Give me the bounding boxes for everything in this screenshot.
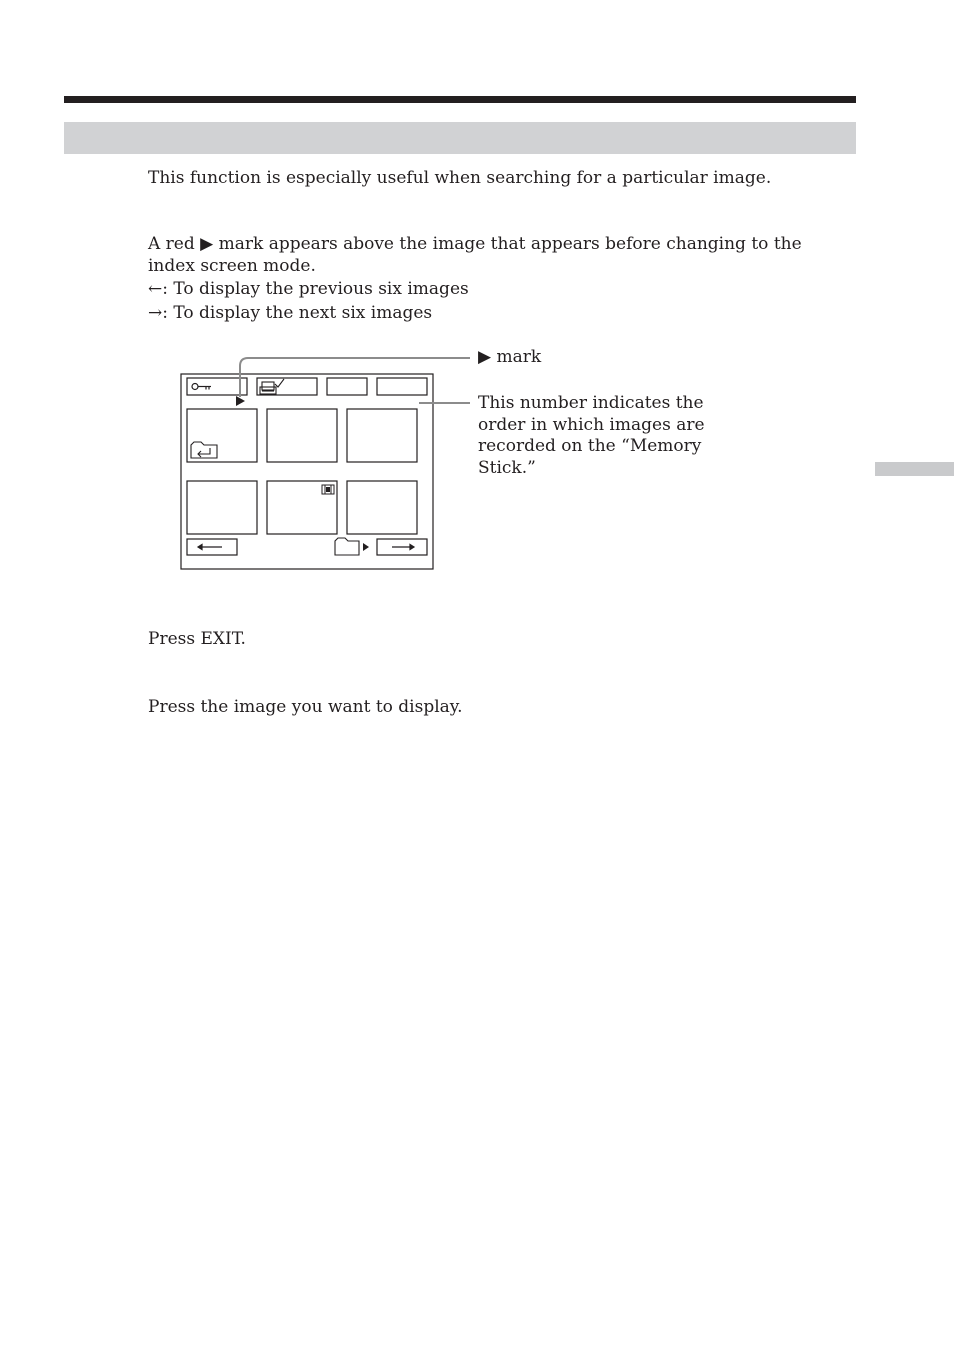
left-arrow-button-icon: [198, 545, 222, 550]
mark-callout-label: ▶ mark: [478, 347, 542, 367]
folder-return-icon: [191, 442, 217, 458]
previous-images-text: : To display the previous six images: [162, 279, 469, 299]
left-arrow-icon: ←: [148, 279, 163, 299]
mark-explanation-text: A red ▶ mark appears above the image that appears before changing to the index screen mode.: [148, 234, 802, 276]
printer-check-icon: [260, 379, 284, 394]
play-triangle-icon: [236, 396, 245, 406]
folder-next-icon[interactable]: [335, 538, 369, 555]
thumbnail-2[interactable]: [267, 409, 337, 462]
previous-images-line: [148, 278, 469, 300]
thumbnail-3[interactable]: [347, 409, 417, 462]
step-exit-text: Press EXIT.: [148, 629, 246, 649]
intro-text: This function is especially useful when searching for a particular image.: [148, 168, 772, 188]
next-images-line: [148, 302, 432, 324]
right-arrow-icon: →: [148, 303, 163, 323]
order-number-callout: This number indicates the order in which images are recorded on the “Memory Stick.”: [478, 393, 705, 478]
screen-frame: [181, 374, 433, 569]
key-icon: [192, 384, 211, 390]
top-rule: [64, 96, 856, 103]
index-screen-svg: [170, 352, 490, 577]
thumbnail-6[interactable]: [347, 481, 417, 534]
index-screen-diagram: [170, 352, 490, 577]
section-header-band: [64, 122, 856, 154]
right-arrow-button-icon: [392, 545, 414, 550]
thumbnail-4[interactable]: [187, 481, 257, 534]
blank-button-1[interactable]: [327, 378, 367, 395]
step-display-text: Press the image you want to display.: [148, 697, 463, 717]
side-index-tab: [875, 462, 954, 476]
next-images-text: : To display the next six images: [162, 303, 433, 323]
film-icon: [322, 485, 334, 494]
blank-button-2[interactable]: [377, 378, 427, 395]
protect-button[interactable]: [187, 378, 247, 395]
